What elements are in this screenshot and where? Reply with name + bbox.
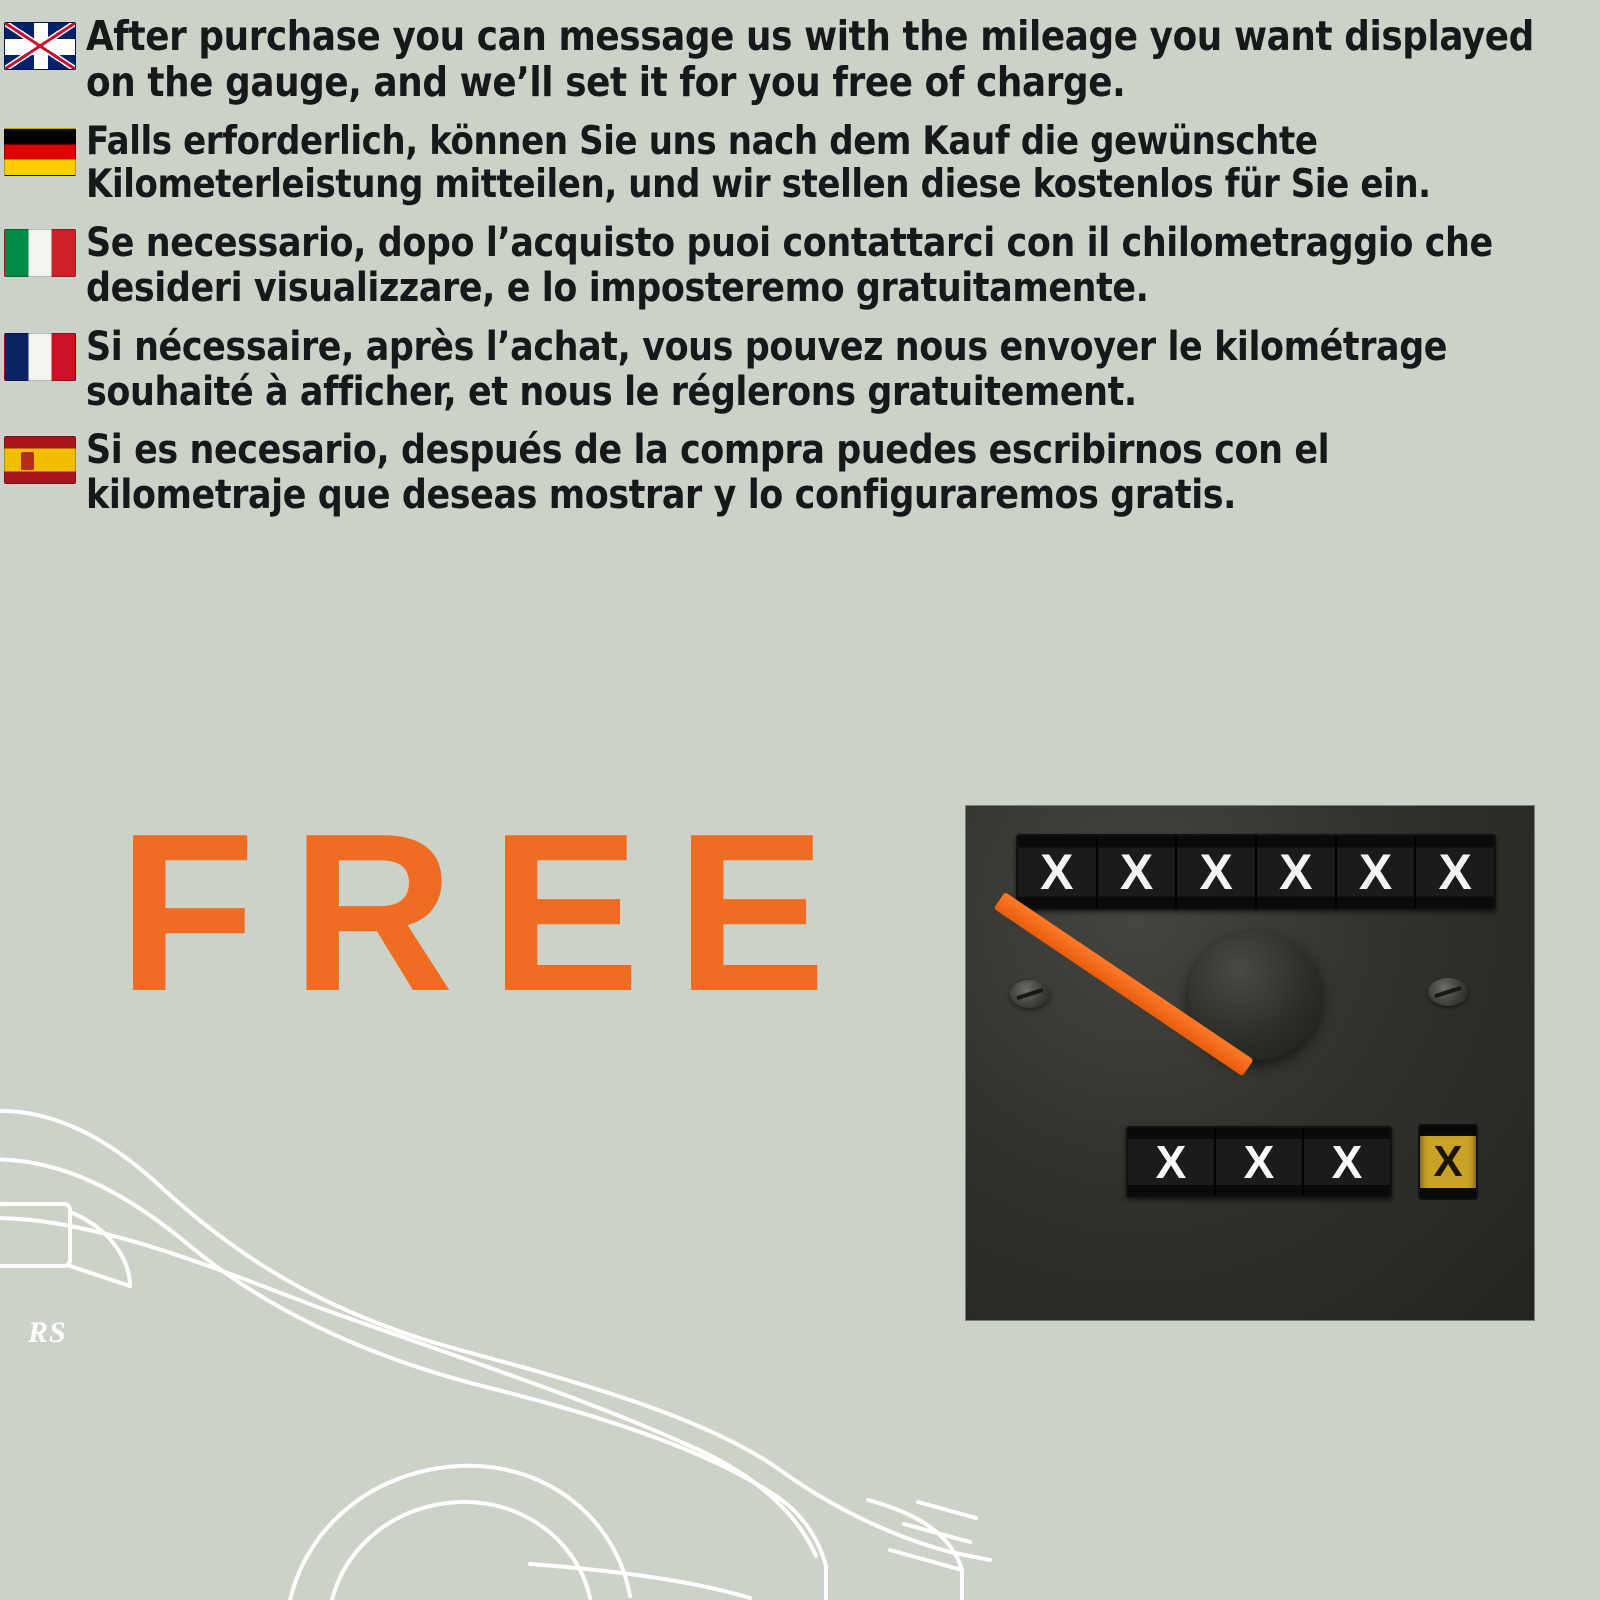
notice-text-es: Si es necesario, después de la compra puedes escribirnos con el kilometraje que deseas mostrar y lo configuraremos gratis. [86, 427, 1330, 519]
notice-text-it: Se necessario, dopo l’acquisto puoi contattarci con il chilometraggio che desideri visualizzare, e lo imposteremo gratuitamente. [86, 220, 1493, 311]
flag-united-kingdom-icon [4, 22, 76, 70]
odometer-digit: X [1257, 836, 1337, 908]
flag-germany-icon [4, 128, 76, 176]
odometer-digit: X [1337, 836, 1417, 908]
odometer-digit: X [1416, 836, 1494, 908]
notice-text-de: Falls erforderlich, können Sie uns nach dem Kauf die gewünschte Kilometerleistung mitteilen, und wir stellen diese kostenlos für Sie ein. [86, 118, 1431, 208]
odometer-digit: X [1018, 836, 1098, 908]
flag-italy-icon [4, 229, 76, 277]
language-row-de [4, 120, 1582, 207]
free-headline: FREE [118, 786, 863, 1038]
trip-digit: X [1128, 1128, 1216, 1196]
flag-spain-icon [4, 436, 76, 484]
trip-digit: X [1304, 1128, 1390, 1196]
language-row-uk [4, 14, 1582, 106]
language-row-it [4, 221, 1582, 311]
odometer-digit: X [1177, 836, 1257, 908]
language-row-es [4, 428, 1582, 518]
language-row-fr [4, 325, 1582, 415]
trip-tenth-digit: X [1418, 1124, 1478, 1200]
flag-france-icon [4, 333, 76, 381]
trip-meter-reading [1126, 1126, 1392, 1198]
notice-text-fr: Si nécessaire, après l’achat, vous pouvez nous envoyer le kilométrage souhaité à afficher, et nous le réglerons gratuitement. [86, 323, 1448, 415]
trip-digit: X [1216, 1128, 1304, 1196]
gauge-screw-left-icon [1010, 980, 1050, 1008]
odometer-main-reading [1016, 834, 1496, 910]
odometer-digit: X [1098, 836, 1178, 908]
gauge-screw-right-icon [1428, 978, 1468, 1006]
notice-text-uk: After purchase you can message us with the mileage you want displayed on the gauge, and we’ll set it for you free of charge. [86, 12, 1534, 106]
odometer-photo [966, 806, 1534, 1320]
rs-badge-label: RS [28, 1316, 67, 1349]
multilingual-notice-list [0, 0, 1600, 532]
car-outline-illustration [0, 1100, 1000, 1600]
